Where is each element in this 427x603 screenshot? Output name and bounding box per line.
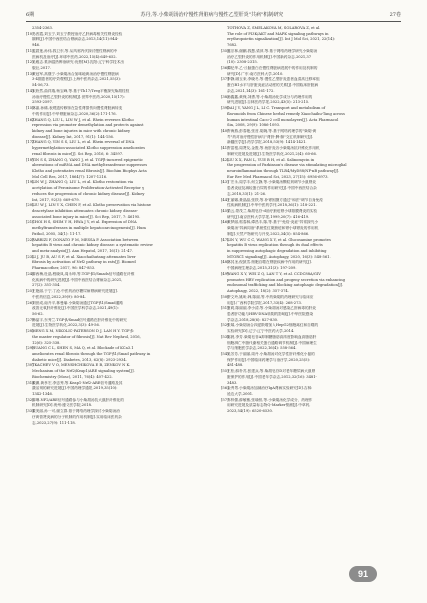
reference-number: [25] (26, 289, 34, 294)
reference-number: [46] (221, 220, 229, 225)
reference-text: 王艳丽,于宁,丁沧.中医药治疗糖尿病肾病研究进展[J]. (32, 289, 118, 294)
reference-text: 吴雅志.柔润湿热辨治研究:优势[M].沈阳:辽宁科学技术出 (32, 60, 125, 65)
reference-text: 实验研究[D].辽宁:辽宁中医药大学,2014. (227, 329, 295, 334)
reference-text: 保护作用[J].中国临床药理学与治疗学,2020,25(5): (227, 357, 311, 362)
reference-text: LIN W J, ZHANG Q, LIU L, et al. Klotho restoration via (32, 180, 134, 185)
reference-text: 进展[J].生物医学转化,2022,3(3): 49-56. (32, 323, 100, 328)
reference-text: kidney and bone injuries in mice with chronic kidney (32, 128, 131, 133)
reference-number: [28] (26, 329, 34, 334)
reference-text: the progression of Parkinson's disease via stimulating microglial (227, 163, 347, 168)
reference-text: 54-56,73. (32, 83, 50, 88)
reference-text: HUANG C L, SHEN S, MA Q, et al. Blockade of KCa3.1 (32, 346, 134, 351)
reference-number: [41] (221, 146, 229, 151)
reference-text: ZHANG Q, YIN S S, LIU L, et al. Rhein reversal of DNA (32, 140, 135, 145)
reference-text: the master regulator of fibrosis[J]. Nat Rev Nephrol, 2016, (32, 334, 141, 339)
reference-text: diabetic mice[J]. Diabetes, 2013, 62(8): 2923-2934. (32, 357, 127, 362)
reference-text: 撷粹[J].中国中西医结合肾病杂志,2013,14(11):944- (32, 37, 119, 42)
reference-text: methyltransferases in multiple hepatocarcinogenesis[J]. Hum (32, 226, 146, 231)
reference-number: [52] (221, 323, 229, 328)
reference-number: [18] (26, 157, 34, 162)
reference-text: 薛琳.NF2/ARE信号通路参与小柴胡汤抗大鼠肝纤维化的 (32, 397, 124, 402)
page-number-badge: 91 (349, 566, 377, 582)
reference-column-left (26, 26, 206, 426)
reference-text: 用研究进展及质量标志物Q-Marker预测[J].中草药, (227, 403, 311, 408)
reference-text: 56-62. (32, 311, 44, 316)
reference-text: repression via promoter demethylation and protects against (32, 123, 144, 128)
reference-text: LIU X X, FAN L, YUE B H, et al. Salinomycin in (227, 157, 315, 162)
reference-text: 杂志,2021,14(3): 161-172. (227, 88, 275, 93)
reference-text: YIN S S, ZHANG Q, YANG J, et al. TGFβ-incurred epigenetic (32, 157, 143, 162)
reference-text: associated bone injury in mice[J]. Sci Rep, 2017, 7: 46195. (32, 214, 141, 219)
reference-text: 患者炎症及减轻蛋白尿的作用研究[J].中国中西医结合杂 (227, 186, 317, 191)
reference-text: hepatitis B virus replication through its dual effects (227, 243, 323, 248)
reference-text: 谭纪华.乙-丘脑蛋白在慢性肾脏病进展中的作用及机制的 (227, 66, 318, 71)
reference-text: 3-4期患者的疗效观察[J].上海中医药杂志,2021,55(3): (32, 77, 121, 82)
reference-text: 陈晨,李芳.柴胡皂苷A抑制糖脂肪高浓度影响血高脂肪肝 (227, 334, 317, 339)
reference-text: Pharmacother, 2017, 96: 847-853. (32, 266, 96, 271)
reference-number: [26] (26, 300, 34, 305)
running-header (26, 8, 401, 20)
reference-text: 盛宗林,谢鹏,钱慧,梁萍,等.基于网络药理学研究小柴胡汤 (227, 48, 318, 53)
reference-number: [48] (221, 260, 229, 265)
reference-text: 中医药信息,2022,39(9): 80-84. (32, 294, 86, 299)
reference-text: LI J, JU B, AU S F, et al. Xiaochaihutang attenuates liver (32, 254, 136, 259)
reference-text: aberrations of miRNA and DNA methyltransferase suppresses (32, 163, 148, 168)
reference-text: 版社,2017. (32, 66, 51, 71)
reference-text: 黄冠军,高继宁.小柴胡汤合加味地黄汤治疗慢性肾脏病 (32, 71, 119, 76)
reference-text: 许海燕,彭春艳,张晋,胡婉,等.基于网络药理学的"柴胡-黄 (227, 128, 317, 133)
reference-text: WANG X Y, WEI Z Q, LAN T Y, et al. CCDC88A/GIV (227, 271, 321, 276)
reference-text: 汤治疗慢性乙型肝炎的机制[J].世界中医药,2020,15(17): (32, 94, 125, 99)
reference-text: 2023,54(19): 6520-6530. (227, 409, 273, 414)
reference-number: [10] (26, 31, 34, 36)
reference-text: 学杂志,2018,28(6): 827-830. (227, 317, 279, 322)
reference-text: hepatitis B virus and chronic kidney disease: a systematic review (32, 243, 153, 248)
reference-text: and meta-analysis[J]. Ann Hepatol, 2017, 16(1): 21-47. (32, 249, 133, 254)
reference-number: [37] (221, 77, 229, 82)
reference-number: [40] (221, 128, 229, 133)
reference-text: Sin, 2008, 29(9): 1086-1093. (227, 123, 281, 128)
reference-text: promotes HBV replication and progeny secretion via enhancing (227, 277, 345, 282)
reference-text: 481-488. (227, 363, 244, 368)
reference-number: [17] (26, 140, 34, 145)
reference-column-right (221, 26, 401, 415)
reference-text: MENG X M, NIKOLIC-PATERSON D J, LAN H Y. TGF-β: (32, 329, 134, 334)
reference-text: 患者肝功能与HBV-DNA转阴的影响[J].中华医院感染 (227, 311, 313, 316)
reference-text: 制研究进展及进展[J].生物医学转化,2021,2(4): 60-66. (227, 151, 317, 156)
reference-text: 用[J].广西科学院学报,2017,33(4): 268-273. (227, 300, 302, 305)
reference-text: 吴芳芳,于丽丽,周丹.小柴胡汤对化学性肝纤维化小鼠的 (227, 351, 315, 356)
reference-text: MTORC1 signaling[J]. Autophagy, 2020, 16(3): 548-561. (227, 254, 331, 259)
reference-text: 化疾病中的研究进展[J].中国中西医结合肾病杂志,2021, (32, 277, 123, 282)
reference-text: 脏保护的作用[J].中国老年学杂志,2012,32(16): 3481- (227, 374, 317, 379)
reference-text: 林其圣,倪凯雪.细胞自噬在肾脏疾病中作用的研究[J]. (227, 260, 312, 265)
reference-text: 丁宏永,周学丰,何立静,等.小柴胡汤颗粒剂调节小鼠肾炎 (227, 180, 316, 185)
reference-text: ZHANG Q, LIU L, LIN W J, et al. Rhein reverses Klotho (32, 117, 134, 122)
reference-text: 12(6): 325-338. (32, 340, 61, 345)
reference-text: 7682. (227, 43, 238, 48)
reference-text: LIU W J, LIN Y X, CHEN F, et al. Klotho preservation via histone (32, 203, 151, 208)
reference-text: 芩"药对治疗慢性肝病与"肾肝-脾-肺"交汇机制研究[J]. (227, 134, 314, 139)
reference-line (221, 409, 401, 415)
reference-number: [45] (221, 209, 229, 213)
reference-text: 27(2): 351-354. (32, 283, 61, 288)
reference-text: disease[J]. Kidney Int, 2017, 91(1): 144-156. (32, 134, 115, 139)
reference-text: DAI J Y, YANG J L, LI C. Transport and metabolism of (227, 106, 326, 111)
reference-text: acetylation of Peroxisome Proliferation-Activated Receptor γ (32, 186, 145, 191)
reference-text: 戴渊,黄孝宏,李忠秀,等.Keap1-Nrf2-ARE信号通路及其 (32, 380, 123, 385)
reference-text: fibrosis by activation of Nrf2 pathway in rats[J]. Biomed (32, 260, 136, 265)
reference-number: [22] (26, 237, 34, 242)
reference-number: [35] (221, 48, 229, 53)
reference-number: [21] (26, 220, 34, 225)
reference-text: TÖTHOVÁ Z, ŠMELÁKOVÁ M, SOLÁROVÁ Z, et al. (227, 26, 321, 30)
reference-number: [15] (26, 106, 34, 111)
reference-number: [57] (221, 397, 229, 402)
reference-number: [23] (26, 254, 34, 259)
reference-text: 蓝碧莲,孙伟,钱卫东,等.从风邪内伏探讨慢性肾病的中 (32, 48, 118, 53)
reference-number: [53] (221, 334, 229, 339)
reference-text: 刘世成,南升平,林曼瑜.小柴胡汤通过TGF-β1/Smad通路 (32, 300, 123, 305)
reference-text: (10): 2308-2315. (227, 60, 258, 65)
reference-text: Mol Cell Res, 2017, 1864(7): 1207-1216. (32, 174, 108, 179)
reference-text: 机制研究[D].贵州:遵义医学院,2018. (32, 403, 93, 408)
reference-number: [20] (26, 203, 34, 208)
reference-text: 研究进展[J].吉林医药学报,2022,43(5): 213-215. (227, 100, 310, 105)
reference-text: 中国病理生理杂志,2015,31(3): 197-209. (227, 266, 297, 271)
reference-text: flavonoids from Chinese herbal remedy Xiaochaihu-Tang across (227, 111, 345, 116)
reference-text: ameliorates renal fibrosis through the TGF-β1/Smad pathway in (32, 351, 151, 356)
reference-text: 薛西梅,杜晶,程晓凤,周永坤,等.TGF-β1/Smads信号通路在纤维 (32, 271, 135, 276)
reference-number: [19] (26, 180, 34, 185)
reference-line (26, 421, 206, 427)
reference-text: 张莓,小柴胡汤合四逆散增加入HepG2细胞离红和自噬的 (227, 323, 319, 328)
reference-text: 梁云,蒙茂兰.柴胡皂苷-d治疗狼疮肾小球基膜肾炎的实验 (227, 209, 318, 213)
reference-text: human intestinal Caco-2 cell monolayers[J]. Acta Pharmacol (227, 117, 339, 122)
reference-text: Klotho and potentiates renal fibrosis[J]. Biochim Biophys Acta (32, 168, 147, 173)
reference-number: [24] (26, 271, 34, 276)
reference-text: Pathol, 2005, 34(1): 11-17. (32, 231, 82, 236)
reference-text: 细胞凋亡中脂代谢相关蛋白通路调节机制[J].中国病理生 (227, 340, 317, 345)
reference-text: 宋欣然,曲祥瑞,杨宝峰,等.基于Th17/Treg平衡探究柴胡桂枝 (32, 88, 130, 93)
reference-text: 韩晶宇,东秀兰.TGF-β/Smad信号通路在肝纤维化中的研究 (32, 317, 127, 322)
header-rule (26, 21, 401, 22)
reference-number: [50] (221, 294, 229, 299)
reference-text: neuroinflammation through TLR4/MyD88/NF-κB pathway[J]. (227, 168, 340, 173)
reference-text: LIN Y, WU C C, WANG X Y, et al. Glucosamine promotes (227, 237, 331, 242)
reference-text: 中的作用[J].中华肾脏病杂志,2020,36(2):171-176. (32, 111, 117, 116)
reference-number: [27] (26, 317, 34, 322)
reference-number: [13] (26, 71, 34, 76)
reference-text: Biochemistry (Mosc), 2011, 76(4): 407-422. (32, 374, 113, 379)
reference-number: [12] (26, 60, 34, 65)
header-volume: 27卷 (389, 11, 401, 18)
header-title: 苏丹,等.小柴胡汤治疗慢性肾脏病与慢性乙型肝炎"共病"机制研究 (140, 11, 284, 18)
reference-text: 马晋霞,刘玉宁,刘玉宁教授治疗乙肝病毒相关性肾炎经验 (32, 31, 123, 36)
reference-text: Mechanism of the Nrf2/Keap1/ARE signaling system[J]. (32, 369, 135, 374)
reference-number: [42] (221, 157, 229, 162)
reference-number: [14] (26, 88, 34, 93)
reference-text: reduces the progression of chronic kidney disease[J]. Kidney (32, 191, 145, 196)
reference-text: TKACHEV V O, MENSHCHIKOVA E B, ZENKOV N K. (32, 363, 131, 368)
reference-number: [32] (26, 397, 34, 402)
reference-text: 2593-2597. (32, 100, 53, 105)
reference-text: 激活剂的研究进展[J].中国药理学通报,2019,35(10): (32, 386, 118, 391)
header-issue: 6期 (26, 11, 35, 18)
reference-text: 2354-2363. (32, 26, 53, 30)
reference-text: 舒文玲,姚昕,韩,陈丽,等.中药柴胡的药理研究与临床应 (227, 294, 314, 299)
reference-text: 改善无氧肝纤维化[J].中国医学科学杂志,2021,49(1): (32, 306, 119, 311)
reference-number: [51] (221, 306, 229, 311)
reference-number: [54] (221, 351, 229, 356)
reference-text: renal fibrosis in mice[J]. Sci Rep, 2016, 6: 34597. (32, 151, 124, 156)
reference-text: 金秀男.小柴胡汤加减治疗IgA肾病实验研究[D].吉林: (227, 386, 313, 391)
reference-text: 乔梓儒,薛敏敏,张瑜恒,等.小柴胡汤化学成分、药理作 (227, 397, 313, 402)
reference-number: [33] (26, 409, 34, 414)
reference-text: 王丽娜,聂晶晶,张铁,等.补肾固摄方通过"和法"调节自身免疫 (227, 197, 323, 202)
reference-number: [44] (221, 197, 229, 202)
reference-text: 蛋白B1水平与肝脏炎症活动度的关系[J].中国临床肝脏病 (227, 83, 319, 88)
reference-text: in suppressing autophagic degradation and inhibiting (227, 249, 327, 254)
reference-text: Int, 2017, 92(3): 669-679. (32, 197, 80, 202)
reference-text: Eur Rev Med Pharmacol Sci, 2023, 27(15): 6956-6973. (227, 174, 329, 179)
reference-text: 王松,薛朴苏,张建兵,等.柴胡皂苷D对老年糖尿病大鼠肾 (227, 369, 316, 374)
reference-text: 黄梦丽,郭春林,谭昌丰,陈,等.基于"免疫-炎症"异常探究小 (227, 220, 319, 225)
reference-number: [16] (26, 117, 34, 122)
reference-number: [31] (26, 380, 34, 385)
reference-text: 李静,顾玉来,李晓冬,等.慢性乙型肝炎患者血清高迁移率组 (227, 77, 320, 82)
reference-text: CHOI H S, SHIM Y H, HWA J Y, et al. Expression of DNA (32, 220, 137, 225)
reference-text: 946. (32, 43, 41, 48)
reference-text: FABRIZI F, DONATO F M, MESSA P. Association between (32, 237, 139, 242)
reference-number: [36] (221, 66, 229, 71)
reference-text: 夏莉,陈丽丽,李小清,等.小柴胡汤对感染乙肝病毒的肝炎 (227, 306, 316, 311)
reference-text: 汤鑫鑫,黄保,刘勇,等.小柴胡汤化学成分与药理作用的 (227, 94, 313, 99)
reference-text: 性疾病机制[J].中华中医药学刊,2018,36(1): 218-221. (227, 203, 317, 208)
reference-text: The role of PI3K/AKT and MAPK signaling pathways in (227, 31, 329, 36)
reference-text: 林嘉,孙稀,表观遗传修饰在急性肾损伤向慢性肾脏病转变 (32, 106, 123, 111)
reference-number: [30] (26, 363, 34, 368)
reference-text: 3483. (227, 380, 238, 385)
reference-number: [56] (221, 386, 229, 391)
reference-number: [11] (26, 48, 34, 53)
reference-text: 1342-1346. (32, 392, 53, 396)
reference-text: 疗黄曾贤炎病的分子机制的作用机制[J].实用临床医药杂 (32, 414, 122, 419)
reference-number: [55] (221, 369, 229, 374)
reference-text: 研究[D].广东:南方医科大学,2010. (227, 71, 284, 76)
reference-text: endosomal trafficking and blocking autophagic degradation[J]. (227, 283, 344, 288)
reference-text: hypermethylation-associated Klotho suppression ameliorates (32, 146, 145, 151)
reference-text: deacetylase inhibition attenuates chronic kidney disease- (32, 209, 139, 213)
reference-text: 许富根,周贤友,金胜,等.鱼肝炎各小柴胡汤抗纤维化作用机 (227, 146, 320, 151)
reference-number: [29] (26, 346, 34, 351)
reference-number: [47] (221, 237, 229, 242)
reference-text: 志,2023,27(9): 111-118. (32, 420, 76, 425)
reference-text: 治疗乙型肝炎的作用机制[J].中国新药杂志,2021,37 (227, 54, 312, 59)
reference-text: 制[J].天然产物研究与开发,2022,34(5): 854-866. (227, 231, 310, 236)
reference-number: [39] (221, 106, 229, 111)
reference-text: 医病机及治疗[J].环球中医药,2022,15(4):649-652. (32, 54, 117, 59)
reference-number: [49] (221, 271, 229, 276)
reference-text: 新疆医学[J].药学学报,2018,53(9): 1414-1421. (227, 140, 307, 145)
reference-text: 董美丽,孙一可,谢立群.基于网络药理学探讨小柴胡汤治 (32, 409, 120, 414)
reference-text: 柴胡汤"异病同治"系统性红斑狼疮和肾小球肾炎的作用机 (227, 226, 319, 231)
reference-text: Autophagy, 2022, 18(2): 357-374. (227, 289, 289, 294)
reference-text: 志,2018,33(1): 21-26. (227, 191, 267, 196)
reference-text: 延边大学,2001. (227, 392, 254, 396)
reference-text: 学与细胞医学杂志,2022,16(4): 558-564. (227, 346, 297, 351)
reference-text: erythropoietin signalization[J]. Int J Mol Sci, 2021, 22(14): (227, 37, 336, 42)
reference-text: 研究[J].南京医科大学学报,1999,20(7): 416-419. (227, 214, 310, 219)
reference-number: [43] (221, 180, 229, 185)
reference-number: [38] (221, 94, 229, 99)
